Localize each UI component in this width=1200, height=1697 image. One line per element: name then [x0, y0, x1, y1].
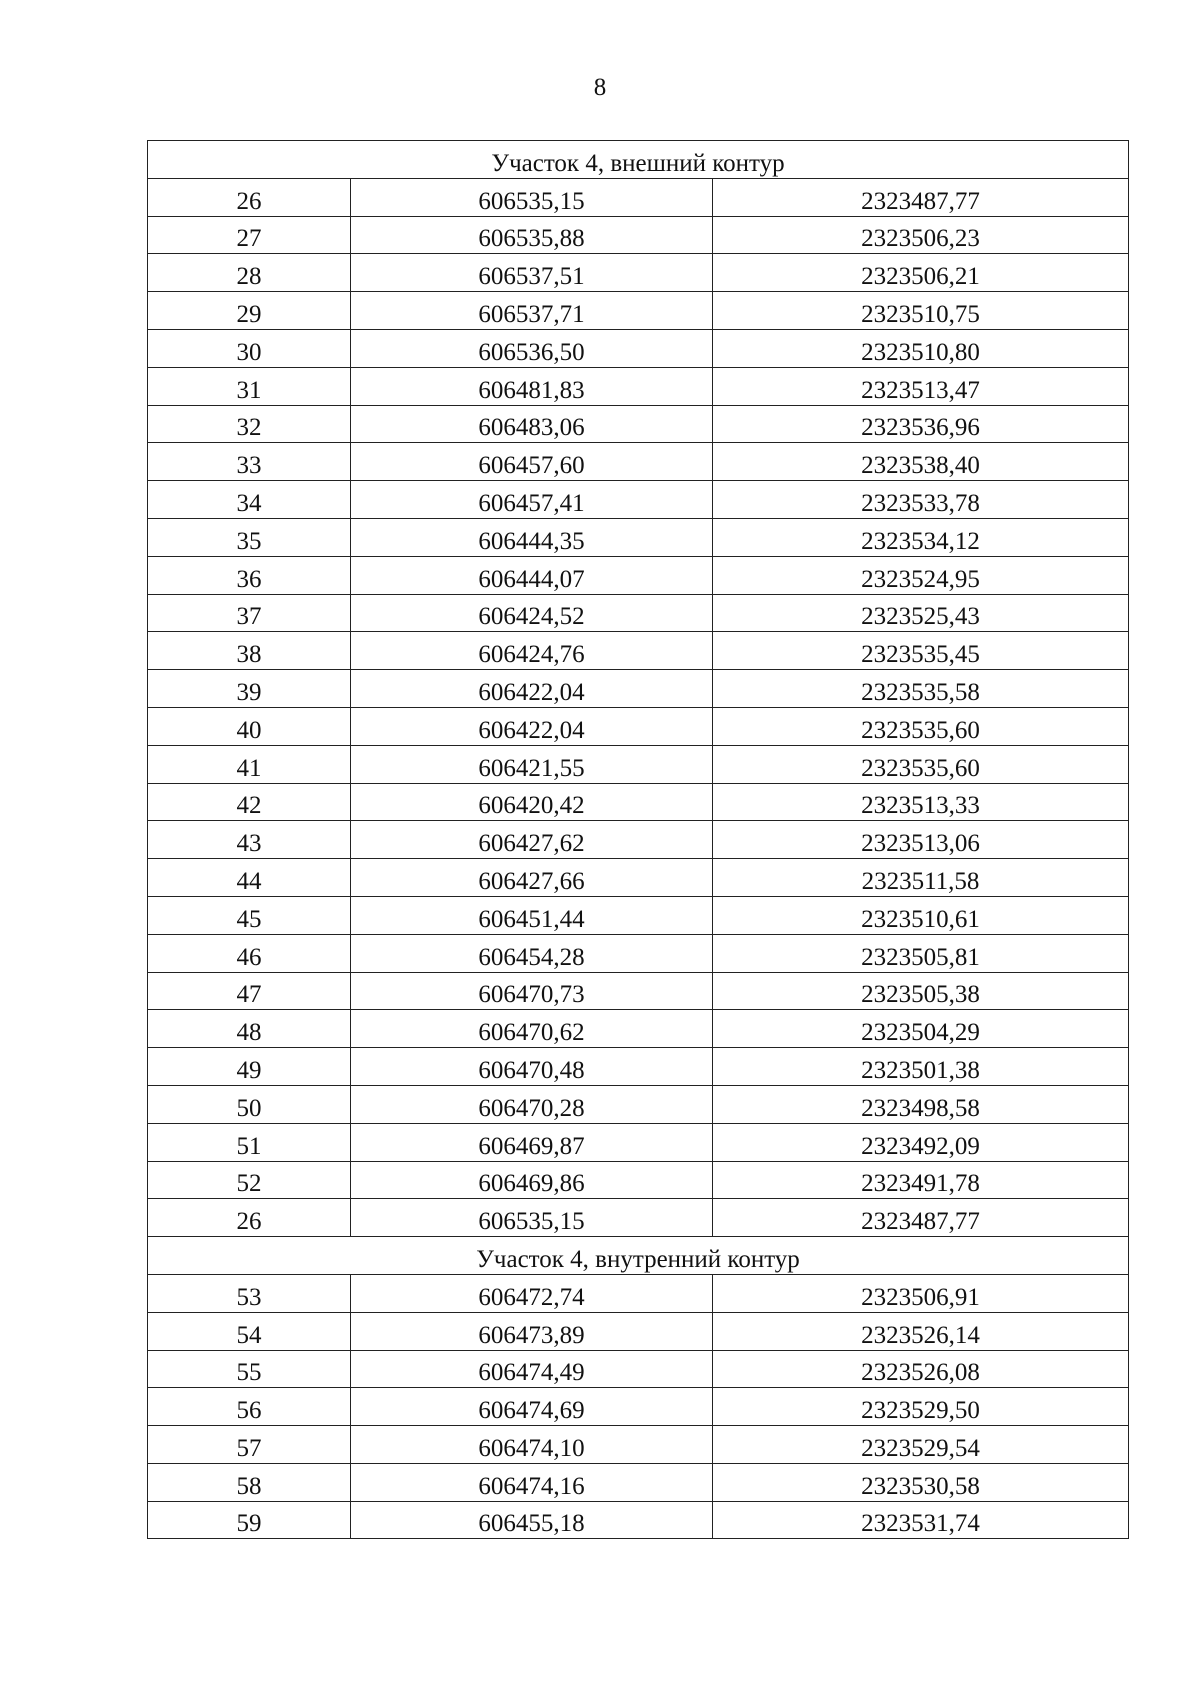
y-coordinate-cell: 2323529,50: [713, 1388, 1129, 1426]
table-row: [148, 556, 1129, 594]
table-row: [148, 329, 1129, 367]
x-coordinate-cell: 606444,35: [351, 518, 713, 556]
point-number-cell: 45: [148, 896, 351, 934]
table-row: [148, 896, 1129, 934]
table-row: [148, 632, 1129, 670]
table-row: [148, 1123, 1129, 1161]
point-number-cell: 33: [148, 443, 351, 481]
table-row: [148, 405, 1129, 443]
y-coordinate-cell: 2323535,60: [713, 707, 1129, 745]
point-number-cell: 52: [148, 1161, 351, 1199]
point-number-cell: 29: [148, 292, 351, 330]
table-row: [148, 972, 1129, 1010]
section-header-row: [148, 141, 1129, 179]
table-row: [148, 254, 1129, 292]
point-number-cell: 57: [148, 1426, 351, 1464]
y-coordinate-cell: 2323491,78: [713, 1161, 1129, 1199]
x-coordinate-cell: 606537,51: [351, 254, 713, 292]
table-row: [148, 1161, 1129, 1199]
x-coordinate-cell: 606424,76: [351, 632, 713, 670]
y-coordinate-cell: 2323487,77: [713, 1199, 1129, 1237]
y-coordinate-cell: 2323526,08: [713, 1350, 1129, 1388]
y-coordinate-cell: 2323538,40: [713, 443, 1129, 481]
y-coordinate-cell: 2323531,74: [713, 1501, 1129, 1539]
x-coordinate-cell: 606454,28: [351, 934, 713, 972]
y-coordinate-cell: 2323501,38: [713, 1048, 1129, 1086]
y-coordinate-cell: 2323510,75: [713, 292, 1129, 330]
y-coordinate-cell: 2323525,43: [713, 594, 1129, 632]
y-coordinate-cell: 2323498,58: [713, 1085, 1129, 1123]
point-number-cell: 51: [148, 1123, 351, 1161]
x-coordinate-cell: 606422,04: [351, 707, 713, 745]
table-row: [148, 670, 1129, 708]
x-coordinate-cell: 606472,74: [351, 1274, 713, 1312]
y-coordinate-cell: 2323513,06: [713, 821, 1129, 859]
point-number-cell: 31: [148, 367, 351, 405]
table-row: [148, 178, 1129, 216]
point-number-cell: 35: [148, 518, 351, 556]
x-coordinate-cell: 606420,42: [351, 783, 713, 821]
table-row: [148, 821, 1129, 859]
y-coordinate-cell: 2323513,47: [713, 367, 1129, 405]
table-row: [148, 481, 1129, 519]
coordinates-table: [147, 140, 1129, 1539]
page-number: 8: [593, 74, 607, 101]
x-coordinate-cell: 606535,15: [351, 178, 713, 216]
point-number-cell: 46: [148, 934, 351, 972]
table-row: [148, 594, 1129, 632]
point-number-cell: 40: [148, 707, 351, 745]
point-number-cell: 59: [148, 1501, 351, 1539]
x-coordinate-cell: 606474,49: [351, 1350, 713, 1388]
table-row: [148, 1426, 1129, 1464]
point-number-cell: 26: [148, 178, 351, 216]
y-coordinate-cell: 2323506,23: [713, 216, 1129, 254]
point-number-cell: 43: [148, 821, 351, 859]
point-number-cell: 58: [148, 1463, 351, 1501]
x-coordinate-cell: 606422,04: [351, 670, 713, 708]
x-coordinate-cell: 606469,86: [351, 1161, 713, 1199]
y-coordinate-cell: 2323505,81: [713, 934, 1129, 972]
x-coordinate-cell: 606421,55: [351, 745, 713, 783]
y-coordinate-cell: 2323535,60: [713, 745, 1129, 783]
y-coordinate-cell: 2323535,58: [713, 670, 1129, 708]
y-coordinate-cell: 2323510,80: [713, 329, 1129, 367]
point-number-cell: 27: [148, 216, 351, 254]
point-number-cell: 54: [148, 1312, 351, 1350]
point-number-cell: 39: [148, 670, 351, 708]
x-coordinate-cell: 606474,69: [351, 1388, 713, 1426]
y-coordinate-cell: 2323530,58: [713, 1463, 1129, 1501]
point-number-cell: 49: [148, 1048, 351, 1086]
table-row: [148, 216, 1129, 254]
x-coordinate-cell: 606424,52: [351, 594, 713, 632]
x-coordinate-cell: 606457,60: [351, 443, 713, 481]
point-number-cell: 36: [148, 556, 351, 594]
x-coordinate-cell: 606470,28: [351, 1085, 713, 1123]
table-row: [148, 1010, 1129, 1048]
y-coordinate-cell: 2323524,95: [713, 556, 1129, 594]
x-coordinate-cell: 606470,73: [351, 972, 713, 1010]
table-row: [148, 859, 1129, 897]
x-coordinate-cell: 606470,62: [351, 1010, 713, 1048]
y-coordinate-cell: 2323504,29: [713, 1010, 1129, 1048]
point-number-cell: 42: [148, 783, 351, 821]
point-number-cell: 41: [148, 745, 351, 783]
x-coordinate-cell: 606444,07: [351, 556, 713, 594]
point-number-cell: 55: [148, 1350, 351, 1388]
y-coordinate-cell: 2323535,45: [713, 632, 1129, 670]
point-number-cell: 50: [148, 1085, 351, 1123]
table-row: [148, 1463, 1129, 1501]
table-row: [148, 367, 1129, 405]
y-coordinate-cell: 2323529,54: [713, 1426, 1129, 1464]
x-coordinate-cell: 606469,87: [351, 1123, 713, 1161]
y-coordinate-cell: 2323492,09: [713, 1123, 1129, 1161]
table-row: [148, 783, 1129, 821]
x-coordinate-cell: 606535,15: [351, 1199, 713, 1237]
y-coordinate-cell: 2323533,78: [713, 481, 1129, 519]
table-row: [148, 292, 1129, 330]
x-coordinate-cell: 606457,41: [351, 481, 713, 519]
x-coordinate-cell: 606470,48: [351, 1048, 713, 1086]
section-header-row: [148, 1237, 1129, 1275]
table-row: [148, 1388, 1129, 1426]
point-number-cell: 32: [148, 405, 351, 443]
table-row: [148, 1350, 1129, 1388]
y-coordinate-cell: 2323526,14: [713, 1312, 1129, 1350]
x-coordinate-cell: 606474,10: [351, 1426, 713, 1464]
section-title: Участок 4, внутренний контур: [148, 1237, 1129, 1275]
x-coordinate-cell: 606536,50: [351, 329, 713, 367]
y-coordinate-cell: 2323510,61: [713, 896, 1129, 934]
point-number-cell: 53: [148, 1274, 351, 1312]
table-row: [148, 443, 1129, 481]
x-coordinate-cell: 606535,88: [351, 216, 713, 254]
table-row: [148, 934, 1129, 972]
y-coordinate-cell: 2323505,38: [713, 972, 1129, 1010]
y-coordinate-cell: 2323506,91: [713, 1274, 1129, 1312]
x-coordinate-cell: 606455,18: [351, 1501, 713, 1539]
table-row: [148, 1085, 1129, 1123]
section-title: Участок 4, внешний контур: [148, 141, 1129, 179]
y-coordinate-cell: 2323513,33: [713, 783, 1129, 821]
table-row: [148, 707, 1129, 745]
table-row: [148, 518, 1129, 556]
x-coordinate-cell: 606427,62: [351, 821, 713, 859]
x-coordinate-cell: 606481,83: [351, 367, 713, 405]
point-number-cell: 28: [148, 254, 351, 292]
point-number-cell: 56: [148, 1388, 351, 1426]
table-row: [148, 1312, 1129, 1350]
y-coordinate-cell: 2323534,12: [713, 518, 1129, 556]
table-row: [148, 1048, 1129, 1086]
point-number-cell: 26: [148, 1199, 351, 1237]
point-number-cell: 34: [148, 481, 351, 519]
point-number-cell: 38: [148, 632, 351, 670]
y-coordinate-cell: 2323506,21: [713, 254, 1129, 292]
x-coordinate-cell: 606473,89: [351, 1312, 713, 1350]
table-row: [148, 1199, 1129, 1237]
point-number-cell: 47: [148, 972, 351, 1010]
table-row: [148, 1501, 1129, 1539]
point-number-cell: 48: [148, 1010, 351, 1048]
point-number-cell: 30: [148, 329, 351, 367]
x-coordinate-cell: 606474,16: [351, 1463, 713, 1501]
point-number-cell: 37: [148, 594, 351, 632]
point-number-cell: 44: [148, 859, 351, 897]
y-coordinate-cell: 2323511,58: [713, 859, 1129, 897]
y-coordinate-cell: 2323487,77: [713, 178, 1129, 216]
table-row: [148, 1274, 1129, 1312]
y-coordinate-cell: 2323536,96: [713, 405, 1129, 443]
table-row: [148, 745, 1129, 783]
x-coordinate-cell: 606427,66: [351, 859, 713, 897]
x-coordinate-cell: 606451,44: [351, 896, 713, 934]
x-coordinate-cell: 606537,71: [351, 292, 713, 330]
x-coordinate-cell: 606483,06: [351, 405, 713, 443]
